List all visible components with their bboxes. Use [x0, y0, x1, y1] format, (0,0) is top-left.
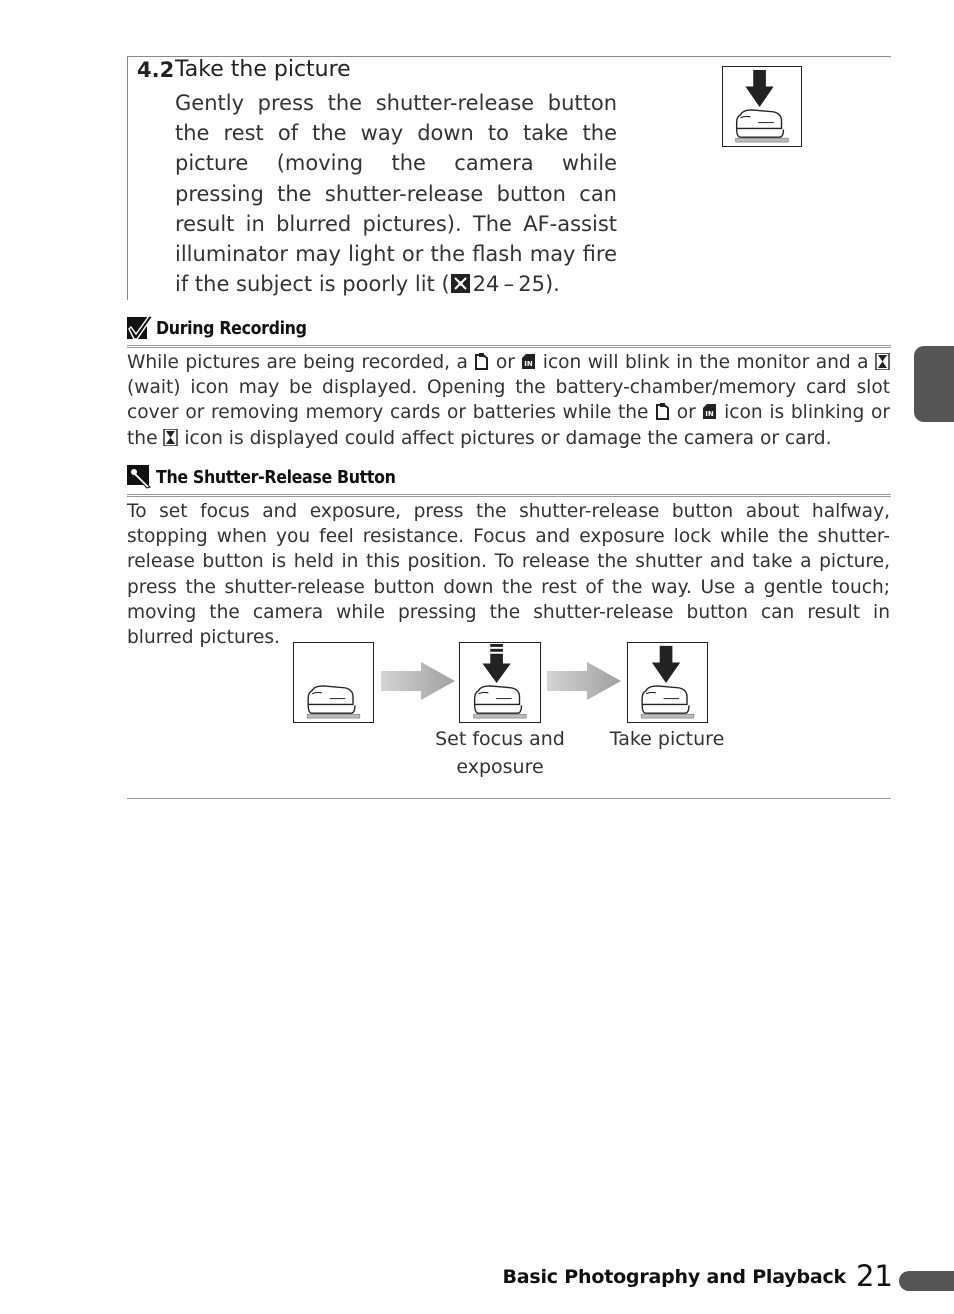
- internal-memory-icon: [702, 403, 717, 420]
- text-segment: icon will blink in the monitor and a: [536, 352, 876, 373]
- during-recording-text: [127, 350, 890, 451]
- text-segment: or: [670, 402, 703, 424]
- step-body: [175, 88, 617, 299]
- during-recording-rule: [127, 345, 891, 348]
- footer-section-title: Basic Photography and Playback: [502, 1266, 846, 1288]
- right-arrow-icon: [547, 662, 621, 700]
- hourglass-icon: [163, 429, 178, 446]
- caption-set-focus: Set focus and exposure: [435, 728, 565, 778]
- section-bottom-rule: [127, 798, 891, 799]
- text-segment: (wait) icon may be displayed. Opening the battery-chamber/memory card slot cover or removing memory cards or batteries while the: [127, 377, 890, 424]
- shutter-release-rule: [127, 494, 891, 497]
- svg-text:IN: IN: [524, 360, 534, 368]
- page-reference-icon: [451, 274, 470, 293]
- footer-tab-marker: [899, 1271, 954, 1291]
- shutter-press-full-icon: [722, 66, 802, 147]
- caution-check-icon: [127, 316, 153, 340]
- during-recording-title: During Recording: [156, 318, 307, 339]
- step-number: 4.2: [137, 58, 175, 82]
- svg-text:IN: IN: [705, 410, 715, 419]
- internal-memory-icon: [521, 353, 536, 370]
- text-segment: While pictures are being recorded, a: [127, 352, 475, 373]
- step-body-text: Gently press the shutter-release button the rest of the way down to take the picture (moving the camera while pressing the shutter-release button can result in blurred pictures). The AF-assist illuminator may light or the flash may fire if the subject is poorly lit (: [175, 91, 617, 297]
- note-pencil-icon: [127, 465, 153, 489]
- shutter-release-heading: [127, 465, 447, 491]
- caption-take-picture: Take picture: [609, 728, 725, 750]
- text-segment: icon is displayed could affect pictures or damage the camera or card.: [178, 427, 832, 449]
- shutter-press-half-icon: [459, 642, 541, 723]
- step-left-rule: [127, 56, 128, 300]
- finger-on-button-icon: [293, 642, 374, 723]
- shutter-press-full-icon: [627, 642, 708, 723]
- shutter-release-title: The Shutter-Release Button: [156, 467, 396, 488]
- right-arrow-icon: [381, 662, 455, 700]
- memory-card-icon: [474, 353, 489, 370]
- hourglass-icon: [875, 353, 890, 370]
- page-number: 21: [856, 1259, 893, 1293]
- memory-card-icon: [655, 403, 670, 420]
- shutter-release-text: To set focus and exposure, press the shutter-release button about halfway, stopping when you feel resistance. Focus and exposure lock while the shutter-release button is held in this position. To release the shutter and take a picture, press the shutter-release button down the rest of the way. Use a gentle touch; moving the camera while pressing the shutter-release button can result in blurred pictures.: [127, 501, 890, 649]
- step-body-ref-pages: 24 – 25).: [472, 272, 560, 297]
- text-segment: icon is blinking or the: [127, 402, 890, 449]
- during-recording-heading: [127, 316, 427, 342]
- text-segment: or: [489, 352, 522, 373]
- step-title: Take the picture: [175, 57, 351, 82]
- chapter-thumb-tab: [914, 346, 954, 422]
